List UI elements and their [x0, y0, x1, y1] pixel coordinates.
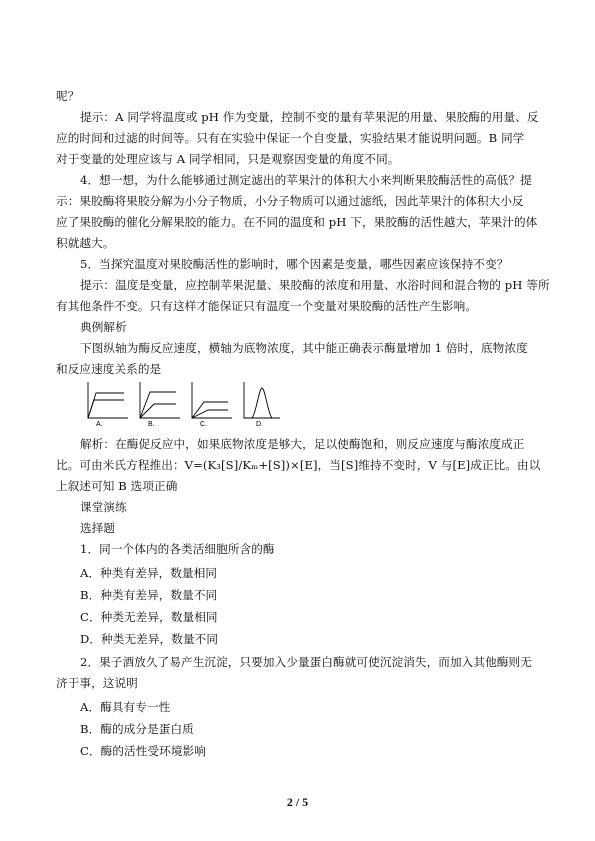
- text-line: 上叙述可知 B 选项正确: [56, 479, 178, 493]
- question: 济于事，这说明: [56, 676, 138, 690]
- question: 2．果子酒放久了易产生沉淀，只要加入少量蛋白酶就可使沉淀消失，而加入其他酶则无: [80, 655, 532, 669]
- section-heading: 课堂演练: [80, 500, 127, 514]
- text-line: 5．当探究温度对果胶酶活性的影响时，哪个因素是变量，哪些因素应该保持不变？: [80, 257, 509, 271]
- figure-label-b: B.: [148, 421, 155, 428]
- graph-a: [88, 382, 128, 428]
- section-heading: 选择题: [80, 521, 116, 535]
- text-line: 应了果胶酶的催化分解果胶的能力。在不同的温度和 pH 下，果胶酶的活性越大，苹果汁的体: [56, 215, 538, 229]
- text-line: 对于变量的处理应该与 A 同学相同，只是观察因变量的角度不同。: [56, 152, 400, 166]
- text-line: 积就越大。: [56, 236, 115, 250]
- graph-c: [192, 382, 232, 428]
- graph-d: [244, 382, 280, 428]
- text-line: 呢？: [56, 89, 80, 103]
- figure-label-a: A.: [96, 421, 103, 428]
- option: A．种类有差异，数量相同: [80, 566, 218, 580]
- text-line: 和反应速度关系的是: [56, 362, 162, 376]
- option: D．种类无差异，数量不同: [80, 632, 219, 646]
- text-line: 比。可由米氏方程推出：V=(K₃[S]/Kₘ+[S])×[E]，当[S]维持不变时，V 与[E]成正比。由以: [56, 458, 541, 472]
- figure-label-c: C.: [200, 421, 207, 428]
- text-line: 应的时间和过滤的时间等。只有在实验中保证一个自变量，实验结果才能说明问题。B 同学: [56, 131, 525, 145]
- option: B．酶的成分是蛋白质: [80, 722, 194, 736]
- text-line: 示：果胶酶将果胶分解为小分子物质，小分子物质可以通过滤纸，因此苹果汁的体积大小反: [56, 194, 524, 208]
- text-line: 提示：温度是变量，应控制苹果泥量、果胶酶的浓度和用量、水浴时间和混合物的 pH 等所: [80, 278, 550, 292]
- text-line: 有其他条件不变。只有这样才能保证只有温度一个变量对果胶酶的活性产生影响。: [56, 299, 477, 313]
- text-line: 提示：A 同学将温度或 pH 作为变量，控制不变的量有苹果泥的用量、果胶酶的用量、反: [80, 110, 539, 124]
- option: C．酶的活性受环境影响: [80, 744, 206, 758]
- text-line: 4．想一想，为什么能够通过测定滤出的苹果汁的体积大小来判断果胶酶活性的高低？提: [80, 173, 532, 187]
- page-number: 2 / 5: [286, 795, 309, 809]
- option: A．酶具有专一性: [80, 700, 171, 714]
- option: B．种类有差异，数量不同: [80, 588, 218, 602]
- section-heading: 典例解析: [80, 320, 127, 334]
- question: 1．同一个体内的各类活细胞所含的酶: [80, 542, 275, 556]
- graph-b: [140, 382, 180, 428]
- text-line: 解析：在酶促反应中，如果底物浓度是够大，足以使酶饱和，则反应速度与酶浓度成正: [80, 437, 525, 451]
- figure-label-d: D.: [256, 421, 263, 428]
- option: C．种类无差异，数量相同: [80, 610, 218, 624]
- text-line: 下图纵轴为酶反应速度，横轴为底物浓度，其中能正确表示酶量增加 1 倍时，底物浓度: [80, 341, 528, 355]
- enzyme-rate-figure: [84, 380, 284, 430]
